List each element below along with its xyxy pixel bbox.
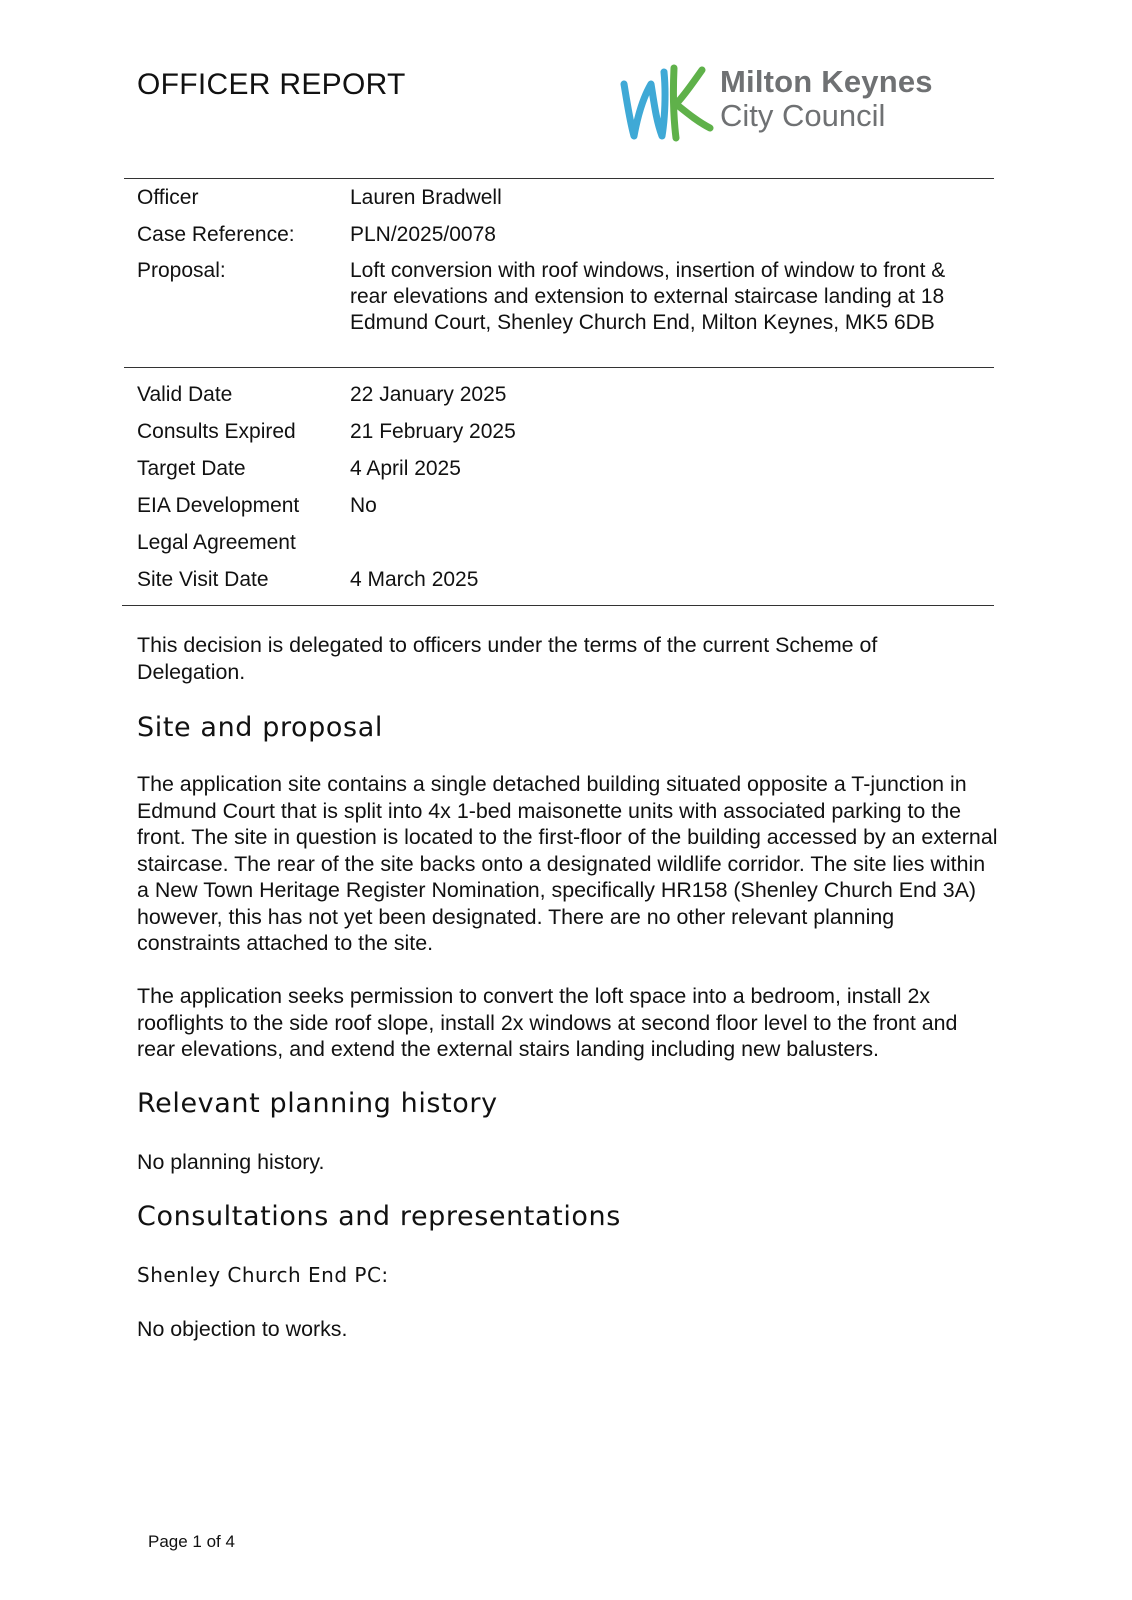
case-details-table <box>137 180 987 336</box>
mk-logo-mark-icon <box>618 62 718 146</box>
section-heading-site-and-proposal: Site and proposal <box>137 712 383 743</box>
planning-history-text: No planning history. <box>137 1150 325 1174</box>
case-detail-label: Proposal: <box>137 259 226 282</box>
proposal-description-paragraph: The application seeks permission to convert the loft space into a bedroom, install 2x rooflights to the side roof slope, install 2x windows at second floor level to the front and rear elevations, and extend the external stairs landing including new balusters. <box>137 984 958 1061</box>
logo-line-2: City Council <box>720 98 886 133</box>
logo-wordmark <box>720 66 933 131</box>
date-row <box>137 487 987 524</box>
date-row <box>137 561 987 598</box>
consultee-response: No objection to works. <box>137 1317 348 1341</box>
page-number: Page 1 of 4 <box>148 1532 235 1551</box>
date-value: 4 April 2025 <box>350 456 461 480</box>
case-detail-row <box>137 254 987 336</box>
case-detail-value: PLN/2025/0078 <box>350 223 496 246</box>
date-label: Consults Expired <box>137 419 296 443</box>
date-label: Site Visit Date <box>137 567 269 591</box>
date-value: No <box>350 493 377 517</box>
dates-table <box>137 376 987 598</box>
date-row <box>137 524 987 561</box>
document-title: OFFICER REPORT <box>137 68 406 101</box>
divider <box>122 605 994 606</box>
date-label: EIA Development <box>137 493 300 517</box>
date-value: 21 February 2025 <box>350 419 516 443</box>
date-row <box>137 376 987 413</box>
divider <box>124 178 994 179</box>
divider <box>124 367 994 368</box>
case-detail-row <box>137 180 987 216</box>
consultee-name: Shenley Church End PC: <box>137 1263 389 1287</box>
date-label: Valid Date <box>137 382 233 406</box>
date-row <box>137 450 987 487</box>
section-heading-planning-history: Relevant planning history <box>137 1088 498 1119</box>
section-heading-consultations: Consultations and representations <box>137 1201 621 1232</box>
council-logo <box>618 62 998 146</box>
site-description-paragraph: The application site contains a single detached building situated opposite a T-junction in Edmund Court that is split into 4x 1-bed maisonette units with associated parking to the front. The site in question is located to the first-floor of the building accessed by an external staircase. The rear of the site backs onto a designated wildlife corridor. The site lies within a New Town Heritage Register Nomination, specifically HR158 (Shenley Church End 3A) however, this has not yet been designated. There are no other relevant planning constraints attached to the site. <box>137 772 998 955</box>
date-value: 22 January 2025 <box>350 382 507 406</box>
date-label: Target Date <box>137 456 246 480</box>
case-detail-label: Officer <box>137 186 199 209</box>
case-detail-label: Case Reference: <box>137 223 295 246</box>
case-detail-value: Lauren Bradwell <box>350 186 502 209</box>
date-row <box>137 413 987 450</box>
delegation-note: This decision is delegated to officers under the terms of the current Scheme of Delegation. <box>137 633 878 684</box>
case-detail-value: Loft conversion with roof windows, insertion of window to front & rear elevations and extension to external staircase landing at 18 Edmund Court, Shenley Church End, Milton Keynes, MK5 6DB <box>350 259 946 334</box>
case-detail-row <box>137 216 987 254</box>
date-value: 4 March 2025 <box>350 567 479 591</box>
date-label: Legal Agreement <box>137 530 296 554</box>
logo-line-1: Milton Keynes <box>720 64 933 99</box>
